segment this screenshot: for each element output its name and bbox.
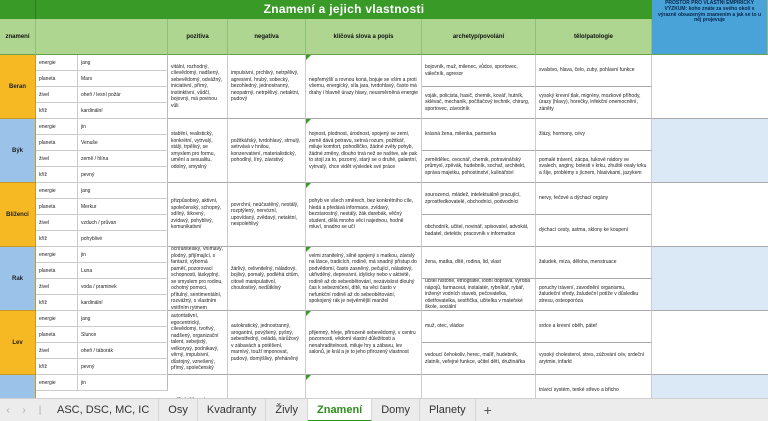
telo-bottom-cell[interactable]: pomalé trávení, zácpa, tukové nádory ve svalech, anginy, bolesti v krku, zhuště ovaly krku a šíje, problémy s jícnem, hlasivkami, jazykem <box>536 151 652 183</box>
attribute-label[interactable]: energie <box>36 119 78 135</box>
sheet-tab[interactable]: Znamení <box>308 399 372 421</box>
attribute-value[interactable]: jin <box>78 247 168 263</box>
sheet-tab[interactable]: Domy <box>372 399 420 421</box>
header-pozitiva[interactable]: pozitiva <box>168 19 228 55</box>
attribute-value[interactable]: pevný <box>78 359 168 375</box>
archetyp-bottom-cell[interactable]: obchodník, učitel, novinář, spisovatel, advokát, badatel, detektiv, pracovník v informatice <box>422 215 536 247</box>
sign-name[interactable]: Blíženci <box>0 183 36 247</box>
attribute-label[interactable]: kříž <box>36 295 78 311</box>
telo-bottom-cell[interactable]: vysoký krevní tlak, migrény, mozkové příhody, úrazy (hlavy), horečky, infekční onemocnění, záněty <box>536 87 652 119</box>
attribute-value[interactable]: jang <box>78 311 168 327</box>
archetyp-top-cell[interactable]: sourozenci, mládež, intelektuálně pracující, zprostředkovatelé, obchodníci, podvodníci <box>422 183 536 215</box>
negativa-cell[interactable]: autokratický, jednostranný, arogantní, povýšený, pyšný, sebestředný, ovládá, nárůžový v zábavách a potěšení, marnivý, touží imponovat, pudový, domýšlivý, přeháněný <box>228 311 306 375</box>
last-sheet-icon[interactable]: | <box>38 404 42 416</box>
klicova-cell[interactable]: přijemný, hřeje, přirozeně sebevědomý, v centru pozornosti, vědomí vlastní důležitosti a nenahraditelnosti, miluje hry a zábavu, lev salonů, je král a je to jeho přirozený vlastnost <box>306 311 422 375</box>
negativa-cell[interactable] <box>228 375 306 398</box>
header-blank[interactable] <box>36 19 168 55</box>
attribute-label[interactable]: kříž <box>36 167 78 183</box>
comment-marker <box>306 247 311 252</box>
telo-top-cell[interactable]: svalstvo, hlava, čelo, zuby, pohlavní funkce <box>536 55 652 87</box>
attribute-value[interactable]: jin <box>78 375 168 391</box>
attribute-value[interactable]: oheň / táborák <box>78 343 168 359</box>
attribute-label[interactable]: energie <box>36 311 78 327</box>
attribute-label[interactable]: energie <box>36 247 78 263</box>
attribute-label[interactable]: energie <box>36 375 78 391</box>
klicova-cell[interactable]: pohyb ve všech směrech, bez konkrétního cíle, hledá a předává informace, zvídavý, bezstarostný, nestálý, žák darebák, věčný student, dělá mnoho věcí najednou, hodně mluví, snadno se učí <box>306 183 422 247</box>
telo-top-cell[interactable]: žlázy, hormony, cévy <box>536 119 652 151</box>
research-cell[interactable] <box>652 375 768 398</box>
comment-marker <box>306 183 311 188</box>
attribute-value[interactable]: Merkur <box>78 199 168 215</box>
archetyp-top-cell[interactable]: muž, otec, vládce <box>422 311 536 343</box>
attribute-value[interactable]: oheň / lesní požár <box>78 87 168 103</box>
attribute-value[interactable]: voda / praminek <box>78 279 168 295</box>
attribute-value[interactable]: Venuše <box>78 135 168 151</box>
sign-block <box>0 375 768 398</box>
klicova-cell[interactable]: hojnost, plodnost, úrodnost, spojený se zemí, země dává potravu, setrvá rozum, požitkář, miluje komfort, pohodlíčko, žádné zvěty pohyb, žádné změny, dlouho trvá než se naštve, ale pak to stojí za to, pozorný, starý se o druhé, galantní, vytrvalý, chce vidět výsledek své práce <box>306 119 422 183</box>
telo-bottom-cell[interactable]: dýchací cesty, astma, sklony ke koupení <box>536 215 652 247</box>
sheet-tab[interactable]: Živly <box>266 399 308 421</box>
pozitiva-cell[interactable]: přizpůsobivý, aktivní, společenský, schopný, sdílný, šikovný, zvídavý, pohyblivý, komunikativní <box>168 183 228 247</box>
header-klicova[interactable]: klíčová slova a popis <box>306 19 422 55</box>
attribute-value[interactable]: Mars <box>78 71 168 87</box>
attribute-label[interactable]: planeta <box>36 71 78 87</box>
research-cell[interactable] <box>652 183 768 247</box>
archetyp-bottom-cell[interactable]: voják, policista, hasič, chemik, kovář, hutník, sklévač, mechanik, počítačový technik, chirurg, sportovec, závodník <box>422 87 536 119</box>
attribute-value[interactable]: kardinální <box>78 103 168 119</box>
sign-block <box>0 119 768 183</box>
attribute-label[interactable]: kříž <box>36 103 78 119</box>
sheet-tab[interactable]: ASC, DSC, MC, IC <box>48 399 159 421</box>
pozitiva-cell[interactable]: ochranitelský, vnímavý, plodný, přijímající, s fantazií, výborná paměť, pozorovací schopnosti, láskyplný, se smyslem pro rodinu, ochotný pomoci, přítulný, sentimentální, rozvážný, s vlastním vnitřním rytmem <box>168 247 228 311</box>
sign-name[interactable] <box>0 375 36 398</box>
attribute-label[interactable]: živel <box>36 87 78 103</box>
negativa-cell[interactable]: žárlivý, ovlivnitelný, náladový, bojlivý, pomalý, podléhá citům, citově manipulativní, choulostivý, nedůtklivý <box>228 247 306 311</box>
header-archetyp[interactable]: archetyp/povolání <box>422 19 536 55</box>
attribute-label[interactable]: planeta <box>36 199 78 215</box>
pozitiva-cell[interactable]: vitální, rozhodný, cílevědomý, nadšený, sebevědomý, odvážný, iniciativní, přímý, instinktivní, vůdčí, bojovný, má povinou vůli <box>168 55 228 119</box>
sheet-tab[interactable]: Osy <box>159 399 198 421</box>
archetyp-top-cell[interactable]: žena, matka, dítě, rodina, lid, vlast <box>422 247 536 279</box>
attribute-value[interactable]: Slunce <box>78 327 168 343</box>
attribute-value[interactable]: jang <box>78 183 168 199</box>
archetyp-bottom-cell[interactable]: učitel historie, etnografie, lodní doprava, výroba nápojů, farmaceut, instalatér, rybníkář, rybář, inženýr vodních staveb, pečovatelka, ošetřovatelka, sestřička, učitelka v mateřské škole, sociální <box>422 279 536 311</box>
negativa-cell[interactable]: povrchní, neúčastěný, nestálý, rozptýlený, nervózní, upovídaný, zvědavý, netaktní, nespolehlivý <box>228 183 306 247</box>
research-cell[interactable] <box>652 119 768 183</box>
telo-bottom-cell[interactable]: vysoký cholesterol, stres, zúžování cév, srdeční arytmie, infarkt <box>536 343 652 375</box>
attribute-label[interactable]: energie <box>36 55 78 71</box>
attribute-value[interactable]: vzduch / průvan <box>78 215 168 231</box>
attribute-label[interactable]: kříž <box>36 231 78 247</box>
sheet-tab[interactable]: Kvadranty <box>198 399 267 421</box>
negativa-cell[interactable]: požitkářský, tvrdohlavý, strnulý, setrvává v hnilou, konzervativní, materialistický, pohodlný, líný, závistivý <box>228 119 306 183</box>
sign-grid <box>0 55 768 398</box>
sheet-tab-bar <box>0 398 768 421</box>
sign-name[interactable]: Býk <box>0 119 36 183</box>
header-negativa[interactable]: negativa <box>228 19 306 55</box>
archetyp-bottom-cell[interactable]: zemědělec, ovocnář, chemik, potravinářský průmysl, zpěvák, hudebník, sochař, architekt, správa majetku, pohostinství, kulinářství <box>422 151 536 183</box>
sign-name[interactable]: Rak <box>0 247 36 311</box>
research-cell[interactable] <box>652 311 768 375</box>
sign-block <box>0 311 768 375</box>
header-telo[interactable]: tělo/patologie <box>536 19 652 55</box>
attribute-value[interactable]: kardinální <box>78 295 168 311</box>
archetyp-top-cell[interactable]: bojovník, muž, milenec, vůdce, sportovec, válečník, agresor <box>422 55 536 87</box>
negativa-cell[interactable]: impulsivní, prchlivý, netrpělivý, agresivní, hrubý, sobecký, bezohledný, jednostranný, neopatrný, netrpělivý, netaktní, pudový <box>228 55 306 119</box>
plus-icon[interactable]: + <box>483 402 492 418</box>
attribute-label[interactable]: planeta <box>36 327 78 343</box>
comment-marker <box>306 55 311 60</box>
attribute-label[interactable]: živel <box>36 343 78 359</box>
first-sheet-icon[interactable]: ‹ <box>6 404 10 416</box>
header-prostor[interactable]: PROSTOR PRO VLASTNÍ EMPIRICKÝ VÝZKUM: koho znáte za svého okolí s výrazně obsazeným znamením a jak se to u něj projevuje <box>652 0 768 55</box>
archetyp-top-cell[interactable] <box>422 375 536 398</box>
comment-marker <box>306 119 311 124</box>
sign-block <box>0 183 768 247</box>
klicova-cell[interactable] <box>306 375 422 398</box>
attribute-value[interactable]: pohyblivé <box>78 231 168 247</box>
attribute-value[interactable]: jang <box>78 55 168 71</box>
attribute-label[interactable]: živel <box>36 279 78 295</box>
sign-block <box>0 247 768 311</box>
archetyp-bottom-cell[interactable]: vedoucí čehokoliv, herec, malíř, hudebník, zlatník, veřejné funkce, učitel dětí, družinářka <box>422 343 536 375</box>
attribute-label[interactable]: kříž <box>36 359 78 375</box>
attribute-label[interactable]: živel <box>36 151 78 167</box>
attribute-value[interactable]: jin <box>78 119 168 135</box>
prev-sheet-icon[interactable]: › <box>22 404 26 416</box>
telo-top-cell[interactable]: trávicí systém, tenké střevo a břicho <box>536 375 652 398</box>
research-cell[interactable] <box>652 247 768 311</box>
header-znameni[interactable]: znamení <box>0 19 36 55</box>
telo-top-cell[interactable]: žaludek, míza, děloha, menstruace <box>536 247 652 279</box>
pozitiva-cell[interactable]: stabilní, realistický, konkrétní, vytrvalý, stálý, trpělivý, se smyslem pro formu, umění a sexualitu, odolný, smyslný <box>168 119 228 183</box>
attribute-label[interactable]: planeta <box>36 263 78 279</box>
comment-marker <box>306 311 311 316</box>
telo-bottom-cell[interactable]: poruchy trávení, zavodnění organismu, žaludeční vředy, žaludeční potíže v důsledku stresu, osteoporóza <box>536 279 652 311</box>
archetyp-top-cell[interactable]: krásná žena, milenka, partnerka <box>422 119 536 151</box>
title-corner <box>0 0 36 19</box>
sign-name[interactable]: Beran <box>0 55 36 119</box>
telo-top-cell[interactable]: nervy, řečové a dýchací orgány <box>536 183 652 215</box>
comment-marker <box>306 375 311 380</box>
sign-block <box>0 55 768 119</box>
sheet-title: Znamení a jejich vlastnosti <box>36 0 652 19</box>
sign-name[interactable]: Lev <box>0 311 36 375</box>
attribute-label[interactable]: energie <box>36 183 78 199</box>
pozitiva-cell[interactable]: autoritativní, egocentrický, cílevědomý, tvořivý, nadšený, organizační talent, sebejistý, velkorysý, podnikavý, věrný, impulsivní, důstojný, vznešený, přímý, společenský <box>168 311 228 375</box>
klicova-cell[interactable]: nepřemýšlí a rovnou koná, bojuje se vším a proti všemu, energický, síla jara, tvrdohlavý, často má drahy i hlavně úrazy hlavy, neusměrněná energie <box>306 55 422 119</box>
pozitiva-cell[interactable] <box>168 375 228 398</box>
sheet-tab[interactable]: Planety <box>420 399 476 421</box>
klicova-cell[interactable]: velmi zranitelný, silně spojený s matkou, závislý na lásce, tradicích, rodině, má snadný přístup do podvědomí, často zasněný, pečující, náladový, ukřivděný, depresivní, idylicky nebo v aktivitě, rodině až do sebeobětování, nezávislost dlouhý čas k sebezničení, dítě, na věci často v nefunkční rodině až do sebeobětování, spokojený rák je nejvěrnější manžel <box>306 247 422 311</box>
attribute-label[interactable]: živel <box>36 215 78 231</box>
research-cell[interactable] <box>652 55 768 119</box>
attribute-value[interactable]: Luna <box>78 263 168 279</box>
attribute-value[interactable]: země / hlína <box>78 151 168 167</box>
attribute-value[interactable]: pevný <box>78 167 168 183</box>
attribute-label[interactable]: planeta <box>36 135 78 151</box>
telo-top-cell[interactable]: srdce a krevní oběh, páteř <box>536 311 652 343</box>
